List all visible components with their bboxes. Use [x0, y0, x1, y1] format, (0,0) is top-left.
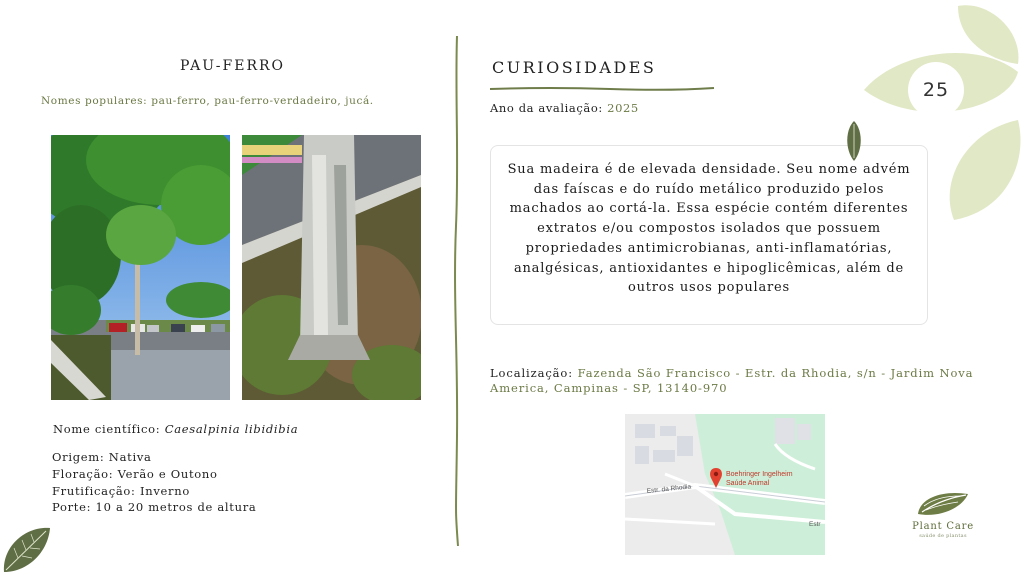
map-pin-label-line2: Saúde Animal	[726, 480, 770, 487]
location	[490, 366, 980, 396]
map-road-label-short: Estr	[809, 521, 821, 528]
page-number: 25	[908, 62, 964, 118]
logo-tagline: saúde de plantas	[919, 533, 967, 539]
fact-fruiting: Frutificação: Inverno	[52, 484, 190, 498]
fact-origin: Origem: Nativa	[52, 450, 152, 464]
scientific-name-value: Caesalpinia libidibia	[164, 422, 299, 436]
tree-trunk-photo	[242, 135, 421, 400]
curiosities-text: Sua madeira é de elevada densidade. Seu nome advém das faíscas e do ruído metálico produzido pelos machados ao cortá-la. Essa espécie contém diferentes extratos e/ou compostos isolados que possuem propriedades antimicrobianas, anti-inflamatórias, analgésicas, antioxidantes e hipoglicêmicas, além de outros usos populares	[507, 162, 911, 296]
logo-leaf-icon	[918, 493, 968, 515]
evaluation-year	[490, 101, 639, 115]
fact-flowering: Floração: Verão e Outono	[52, 467, 218, 481]
location-value: Fazenda São Francisco - Estr. da Rhodia, s/n - Jardim Nova America, Campinas - SP, 13140-970	[490, 366, 974, 395]
title-underline	[490, 78, 716, 86]
scientific-name	[53, 422, 298, 436]
location-label: Localização:	[490, 366, 574, 380]
logo-name: Plant Care	[912, 521, 974, 532]
map-road-label: Estr. da Rhodia	[646, 483, 692, 495]
tree-canopy-photo	[51, 135, 230, 400]
small-leaf-icon	[843, 120, 865, 162]
popular-names-label: Nomes populares:	[41, 95, 148, 107]
curiosities-title: CURIOSIDADES	[492, 58, 657, 77]
fact-size: Porte: 10 a 20 metros de altura	[52, 500, 257, 514]
scientific-name-label: Nome científico:	[53, 422, 161, 436]
map-pin-label-line1: Boehringer Ingelheim	[726, 471, 793, 478]
column-divider	[452, 36, 462, 546]
location-map[interactable]	[625, 414, 825, 555]
popular-names-value: pau-ferro, pau-ferro-verdadeiro, jucá.	[151, 95, 374, 107]
corner-leaf-icon	[0, 522, 52, 576]
popular-names	[41, 95, 374, 107]
species-title: PAU-FERRO	[180, 58, 286, 74]
evaluation-year-value: 2025	[607, 101, 639, 115]
evaluation-year-label: Ano da avaliação:	[490, 101, 603, 115]
